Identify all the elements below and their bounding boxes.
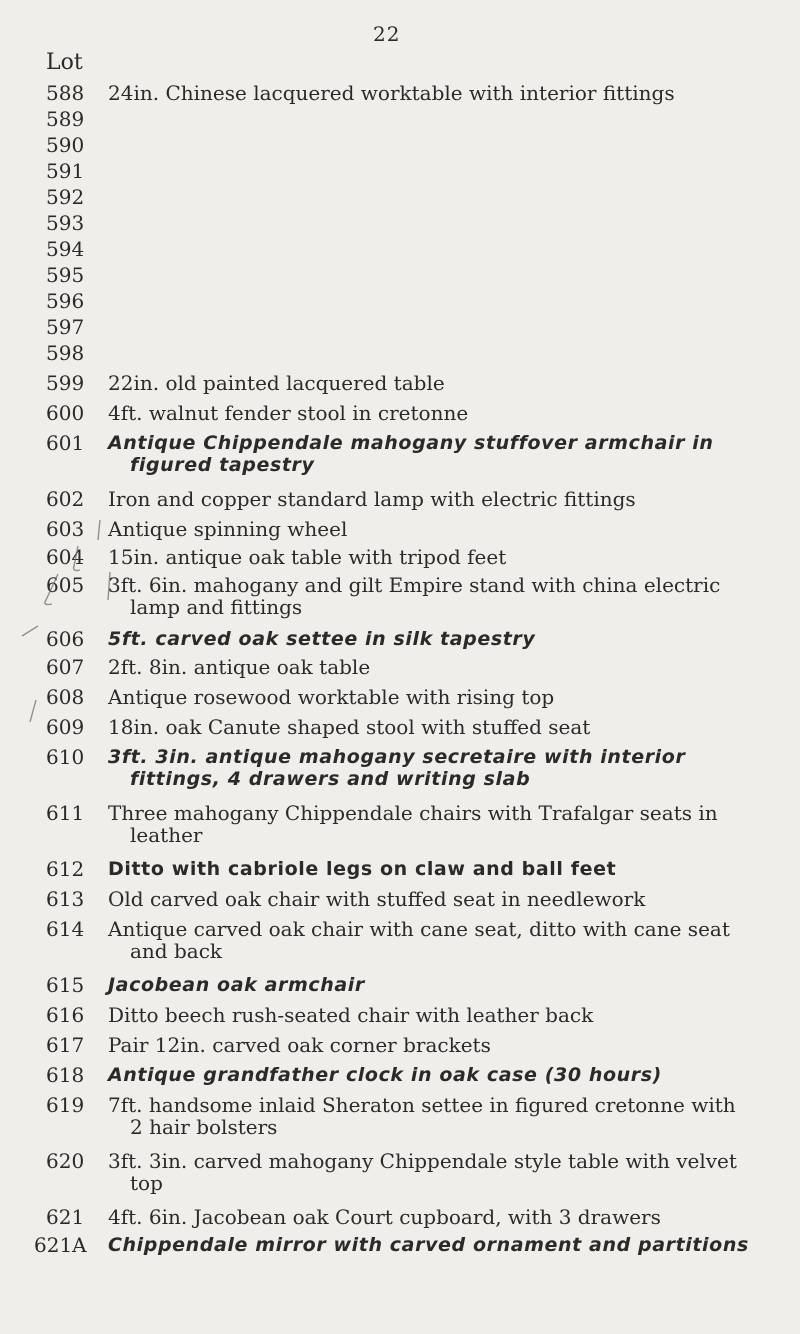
lot-description-continuation: leather <box>130 823 203 847</box>
lot-description: Ditto beech rush-seated chair with leather back <box>108 1003 594 1027</box>
lot-entry-620 <box>34 1150 794 1194</box>
lot-entry-618 <box>34 1064 794 1086</box>
lot-number: 593 <box>46 211 85 235</box>
lot-description-line: Antique carved oak chair with cane seat, ditto with cane seat <box>108 917 730 941</box>
lot-description <box>100 918 794 962</box>
lot-entry-594 <box>34 238 794 260</box>
lot-entry-610 <box>34 746 794 790</box>
lot-description <box>100 574 794 618</box>
lot-entry-602 <box>34 488 794 510</box>
lot-number: 615 <box>46 973 85 997</box>
lot-number: 602 <box>46 487 85 511</box>
lot-entry-593 <box>34 212 794 234</box>
lot-number: 613 <box>46 887 85 911</box>
lot-description: 2ft. 8in. antique oak table <box>108 655 371 679</box>
lot-number: 603 <box>46 517 85 541</box>
lot-description: 18in. oak Canute shaped stool with stuffed seat <box>108 715 591 739</box>
lot-entry-617 <box>34 1034 794 1056</box>
lot-number: 619 <box>46 1093 85 1117</box>
lot-number: 605 <box>46 573 85 597</box>
lot-entry-600 <box>34 402 794 424</box>
lot-description <box>100 1150 794 1194</box>
lot-entry-619 <box>34 1094 794 1138</box>
lot-description: Ditto with cabriole legs on claw and ball feet <box>108 858 617 880</box>
lot-description-line: 7ft. handsome inlaid Sheraton settee in figured cretonne with <box>108 1093 736 1117</box>
lot-description <box>100 802 794 846</box>
lot-number: 594 <box>46 237 85 261</box>
lot-description: Old carved oak chair with stuffed seat in needlework <box>108 887 646 911</box>
lot-entry-604 <box>34 546 794 568</box>
lot-description-continuation: figured tapestry <box>130 454 315 476</box>
lot-description-line: 3ft. 6in. mahogany and gilt Empire stand with china electric <box>108 573 721 597</box>
lot-number: 611 <box>46 801 85 825</box>
lot-entry-615 <box>34 974 794 996</box>
lot-number: 601 <box>46 431 85 455</box>
lot-entry-609 <box>34 716 794 738</box>
lot-number: 589 <box>46 107 85 131</box>
lot-column-header: Lot <box>46 50 83 75</box>
lot-entry-591 <box>34 160 794 182</box>
lot-entry-597 <box>34 316 794 338</box>
lot-entry-589 <box>34 108 794 130</box>
lot-description: 4ft. walnut fender stool in cretonne <box>108 401 469 425</box>
lot-description-continuation: 2 hair bolsters <box>130 1115 278 1139</box>
lot-number: 598 <box>46 341 85 365</box>
lot-entry-621 <box>34 1206 794 1228</box>
lot-description: 5ft. carved oak settee in silk tapestry <box>108 628 536 650</box>
lot-entry-607 <box>34 656 794 678</box>
lot-description-continuation: top <box>130 1171 163 1195</box>
lot-entry-598 <box>34 342 794 364</box>
lot-description <box>100 432 794 476</box>
lot-description-continuation: lamp and fittings <box>130 595 303 619</box>
lot-entry-613 <box>34 888 794 910</box>
lot-description: Antique grandfather clock in oak case (30 hours) <box>108 1064 662 1086</box>
lot-description: Iron and copper standard lamp with electric fittings <box>108 487 636 511</box>
lot-entry-603 <box>34 518 794 540</box>
lot-number: 590 <box>46 133 85 157</box>
lot-number: 600 <box>46 401 85 425</box>
lot-number: 618 <box>46 1063 85 1087</box>
lot-number: 588 <box>46 81 85 105</box>
lot-description <box>100 746 794 790</box>
lot-description-line: 3ft. 3in. carved mahogany Chippendale style table with velvet <box>108 1149 737 1173</box>
lot-entry-601 <box>34 432 794 476</box>
lot-number: 596 <box>46 289 85 313</box>
lot-number: 599 <box>46 371 85 395</box>
lot-description: Pair 12in. carved oak corner brackets <box>108 1033 491 1057</box>
lot-entry-592 <box>34 186 794 208</box>
lot-entry-599 <box>34 372 794 394</box>
lot-number: 610 <box>46 745 85 769</box>
lot-entry-614 <box>34 918 794 962</box>
lot-description: 4ft. 6in. Jacobean oak Court cupboard, with 3 drawers <box>108 1205 661 1229</box>
lot-entry-621a <box>34 1234 794 1256</box>
lot-number: 592 <box>46 185 85 209</box>
lot-description: Antique rosewood worktable with rising top <box>108 685 555 709</box>
lot-number: 591 <box>46 159 85 183</box>
lot-entry-611 <box>34 802 794 846</box>
lot-number: 608 <box>46 685 85 709</box>
lot-entry-596 <box>34 290 794 312</box>
lot-number: 621 <box>46 1205 85 1229</box>
lot-description-continuation: fittings, 4 drawers and writing slab <box>130 768 531 790</box>
lot-number: 612 <box>46 857 85 881</box>
lot-entry-605 <box>34 574 794 618</box>
lot-description: 22in. old painted lacquered table <box>108 371 445 395</box>
lot-entry-608 <box>34 686 794 708</box>
lot-description <box>100 1094 794 1138</box>
lot-number: 595 <box>46 263 85 287</box>
lot-number: 607 <box>46 655 85 679</box>
lot-description-line: Antique Chippendale mahogany stuffover armchair in <box>108 432 714 454</box>
lot-number: 606 <box>46 627 85 651</box>
lot-number: 609 <box>46 715 85 739</box>
lot-description: Jacobean oak armchair <box>108 974 365 996</box>
lot-entry-588 <box>34 82 794 104</box>
lot-number: 621A <box>34 1233 87 1257</box>
lot-description-continuation: and back <box>130 939 223 963</box>
lot-entry-616 <box>34 1004 794 1026</box>
lot-description: 15in. antique oak table with tripod feet <box>108 545 507 569</box>
lot-number: 597 <box>46 315 85 339</box>
lot-entry-590 <box>34 134 794 156</box>
lot-number: 620 <box>46 1149 85 1173</box>
page-number: 22 <box>373 22 401 46</box>
lot-entry-612 <box>34 858 794 880</box>
lot-entry-606 <box>34 628 794 650</box>
lot-number: 614 <box>46 917 85 941</box>
lot-entry-595 <box>34 264 794 286</box>
lot-description: Antique spinning wheel <box>108 517 348 541</box>
lot-number: 616 <box>46 1003 85 1027</box>
lot-description: Chippendale mirror with carved ornament and partitions <box>108 1234 749 1256</box>
lot-description-line: Three mahogany Chippendale chairs with Trafalgar seats in <box>108 801 718 825</box>
lot-number: 617 <box>46 1033 85 1057</box>
lot-description: 24in. Chinese lacquered worktable with interior fittings <box>108 81 675 105</box>
lot-number: 604 <box>46 545 85 569</box>
lot-description-line: 3ft. 3in. antique mahogany secretaire with interior <box>108 746 686 768</box>
